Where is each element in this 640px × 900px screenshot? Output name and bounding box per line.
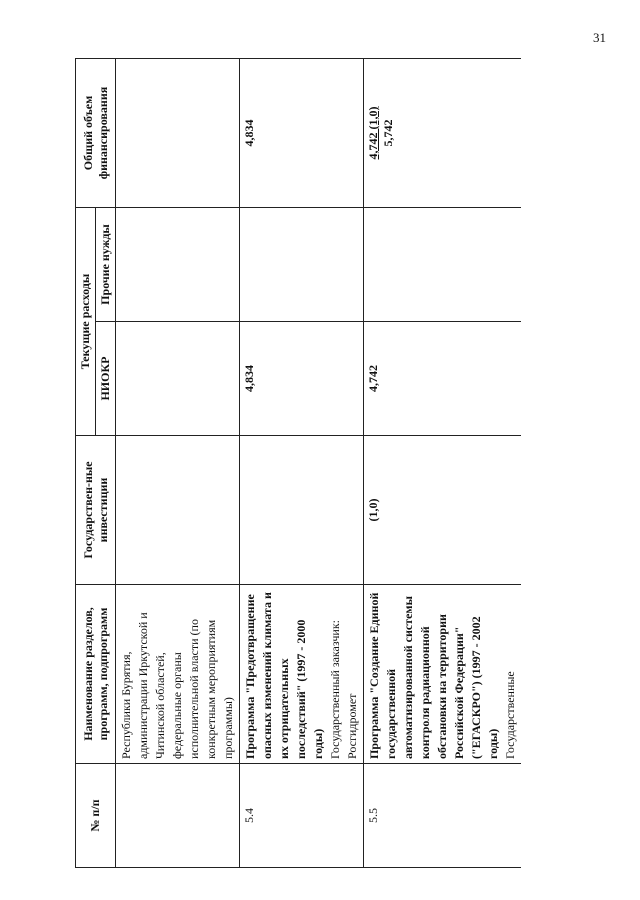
cell-total: 4,834 (240, 59, 364, 208)
cell-total (116, 59, 240, 208)
cell-name: Республики Бурятия, администрации Иркутской и Читинской областей, федеральные органы исполнительной власти (по конкретным мероприятиям программы) (116, 585, 240, 764)
header-niokr: НИОКР (96, 322, 116, 436)
header-current-expenses: Текущие расходы (76, 208, 96, 436)
header-investments: Государствен-ные инвестиции (76, 436, 116, 585)
cell-investments (240, 436, 364, 585)
page-number: 31 (593, 30, 606, 45)
cell-total (364, 59, 522, 208)
cell-name (240, 585, 364, 764)
cell-investments (116, 436, 240, 585)
header-name: Наименование разделов, программ, подпрограмм (76, 585, 116, 764)
cell-niokr (116, 322, 240, 436)
header-other-needs: Прочие нужды (96, 208, 116, 322)
cell-number: 5.5 (364, 764, 522, 868)
cell-other (240, 208, 364, 322)
cell-other (364, 208, 522, 322)
total-value: 5,742 (381, 119, 395, 147)
header-row-1 (76, 59, 96, 868)
table-row (240, 59, 364, 868)
program-customer: Государственный заказчик: Росгидромет (328, 619, 359, 759)
program-title: Программа "Предотвращение опасных изменений климата и их отрицательных последствий" (1997 - 2000 годы) (243, 592, 325, 759)
header-number: № п/п (76, 764, 116, 868)
cell-number: 5.4 (240, 764, 364, 868)
table-row (116, 59, 240, 868)
financing-table (75, 58, 521, 868)
rotated-table-sheet (75, 58, 580, 868)
cell-number (116, 764, 240, 868)
table-row (364, 59, 522, 868)
program-customer: Государственные (503, 671, 517, 759)
header-total: Общий объем финансирования (76, 59, 116, 208)
program-title: Программа "Создание Единой государственной автоматизированной системы контроля радиационной обстановки на территории Российской Федерации" ("ЕГАСКРО") (1997 - 2002 годы) (367, 592, 500, 759)
cell-investments: (1,0) (364, 436, 522, 585)
cell-name (364, 585, 522, 764)
total-top-value: 4,742 (1,0) (366, 106, 380, 160)
cell-niokr: 4,742 (364, 322, 522, 436)
cell-niokr: 4,834 (240, 322, 364, 436)
cell-other (116, 208, 240, 322)
